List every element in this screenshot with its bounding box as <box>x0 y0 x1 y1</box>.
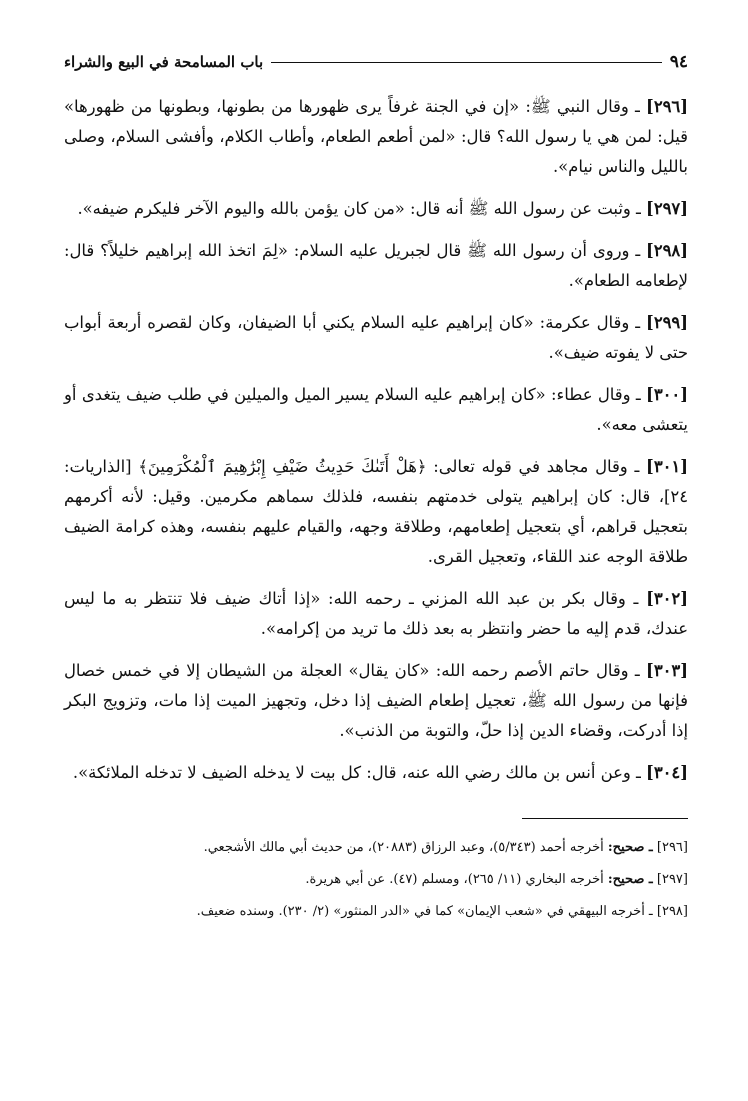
running-header <box>64 50 688 74</box>
paragraph-number: [٣٠٤] <box>646 763 688 782</box>
paragraph-number: [٣٠٣] <box>646 661 688 680</box>
footnote-number: [٢٩٨] <box>656 904 688 919</box>
paragraph-number: [٢٩٨] <box>646 241 688 260</box>
paragraph-297 <box>64 194 688 224</box>
paragraph-304 <box>64 758 688 788</box>
footnote-297 <box>64 867 688 893</box>
paragraph-text: ـ وقال حاتم الأصم رحمه الله: «كان يقال» العجلة من الشيطان إلا في خمس خصال فإنها من رسول الله ﷺ، تعجيل إطعام الضيف إذا دخل، وتجهيز الميت إذا مات، وتزويج البكر إذا أدركت، وقضاء الدين إذا حلّ، والتوبة من الذنب». <box>64 661 688 740</box>
footnote-grade: ـ صحيح: <box>607 840 653 855</box>
footnote-text: أخرجه أحمد (٥/٣٤٣)، وعبد الرزاق (٢٠٨٨٣)، من حديث أبي مالك الأشجعي. <box>203 840 604 855</box>
footnote-number: [٢٩٦] <box>656 840 688 855</box>
paragraph-text: ـ وقال عطاء: «كان إبراهيم عليه السلام يسير الميل والميلين في طلب ضيف يتغدى أو يتعشى معه». <box>64 385 688 434</box>
paragraph-number: [٢٩٧] <box>646 199 688 218</box>
paragraph-299 <box>64 308 688 368</box>
footnote-text: ـ أخرجه البيهقي في «شعب الإيمان» كما في «الدر المنثور» (٢/ ٢٣٠). وسنده ضعيف. <box>196 904 653 919</box>
footnote-text: أخرجه البخاري (١١/ ٢٦٥)، ومسلم (٤٧). عن أبي هريرة. <box>305 872 604 887</box>
paragraph-number: [٢٩٩] <box>646 313 688 332</box>
paragraph-text: ـ وقال النبي ﷺ: «إن في الجنة غرفاً يرى ظهورها من بطونها، وبطونها من ظهورها» قيل: لمن هي يا رسول الله؟ قال: «لمن أطعم الطعام، وأطاب الكلام، وأفشى السلام، وصلى بالليل والناس نيام». <box>64 97 688 176</box>
paragraph-303 <box>64 656 688 746</box>
chapter-title: باب المسامحة في البيع والشراء <box>64 53 264 71</box>
paragraph-text: ـ وقال عكرمة: «كان إبراهيم عليه السلام يكني أبا الضيفان، وكان لقصره أربعة أبواب حتى لا يفوته ضيف». <box>64 313 688 362</box>
paragraph-298 <box>64 236 688 296</box>
main-text <box>64 92 688 788</box>
paragraph-text: ـ وقال مجاهد في قوله تعالى: ﴿هَلْ أَتَىٰكَ حَدِيثُ ضَيْفِ إِبْرَٰهِيمَ ٱلْمُكْرَمِينَ﴾ [الذاريات: ٢٤]، قال: كان إبراهيم يتولى خدمتهم بنفسه، فلذلك سماهم مكرمين. وقيل: لأنه أكرمهم بتعجيل قراهم، أي بتعجيل إطعامهم، وطلاقة وجهه، والقيام عليهم بنفسه، وهذه كرامة الضيف طلاقة الوجه عند اللقاء، وتعجيل القرى. <box>64 457 688 566</box>
paragraph-296 <box>64 92 688 182</box>
footnote-number: [٢٩٧] <box>656 872 688 887</box>
paragraph-text: ـ وقال بكر بن عبد الله المزني ـ رحمه الله: «إذا أتاك ضيف فلا تنتظر به ما ليس عندك، قدم إليه ما حضر وانتظر به بعد ذلك ما تريد من إكرامه». <box>64 589 688 638</box>
footnote-separator <box>522 818 688 819</box>
paragraph-number: [٣٠٠] <box>646 385 688 404</box>
paragraph-302 <box>64 584 688 644</box>
paragraph-number: [٣٠١] <box>646 457 688 476</box>
page-number: ٩٤ <box>669 52 688 72</box>
footnotes <box>64 835 688 925</box>
paragraph-text: ـ وثبت عن رسول الله ﷺ أنه قال: «من كان يؤمن بالله واليوم الآخر فليكرم ضيفه». <box>77 199 641 218</box>
paragraph-text: ـ وروى أن رسول الله ﷺ قال لجبريل عليه السلام: «لِمَ اتخذ الله إبراهيم خليلاً؟ قال: لإطعامه الطعام». <box>64 241 688 290</box>
paragraph-number: [٢٩٦] <box>646 97 688 116</box>
paragraph-number: [٣٠٢] <box>646 589 689 608</box>
header-rule <box>271 62 662 63</box>
paragraph-text: ـ وعن أنس بن مالك رضي الله عنه، قال: كل بيت لا يدخله الضيف لا تدخله الملائكة». <box>72 763 641 782</box>
book-page <box>64 50 688 1061</box>
paragraph-301 <box>64 452 688 572</box>
footnote-298 <box>64 899 688 925</box>
paragraph-300 <box>64 380 688 440</box>
footnote-grade: ـ صحيح: <box>607 872 653 887</box>
footnote-296 <box>64 835 688 861</box>
